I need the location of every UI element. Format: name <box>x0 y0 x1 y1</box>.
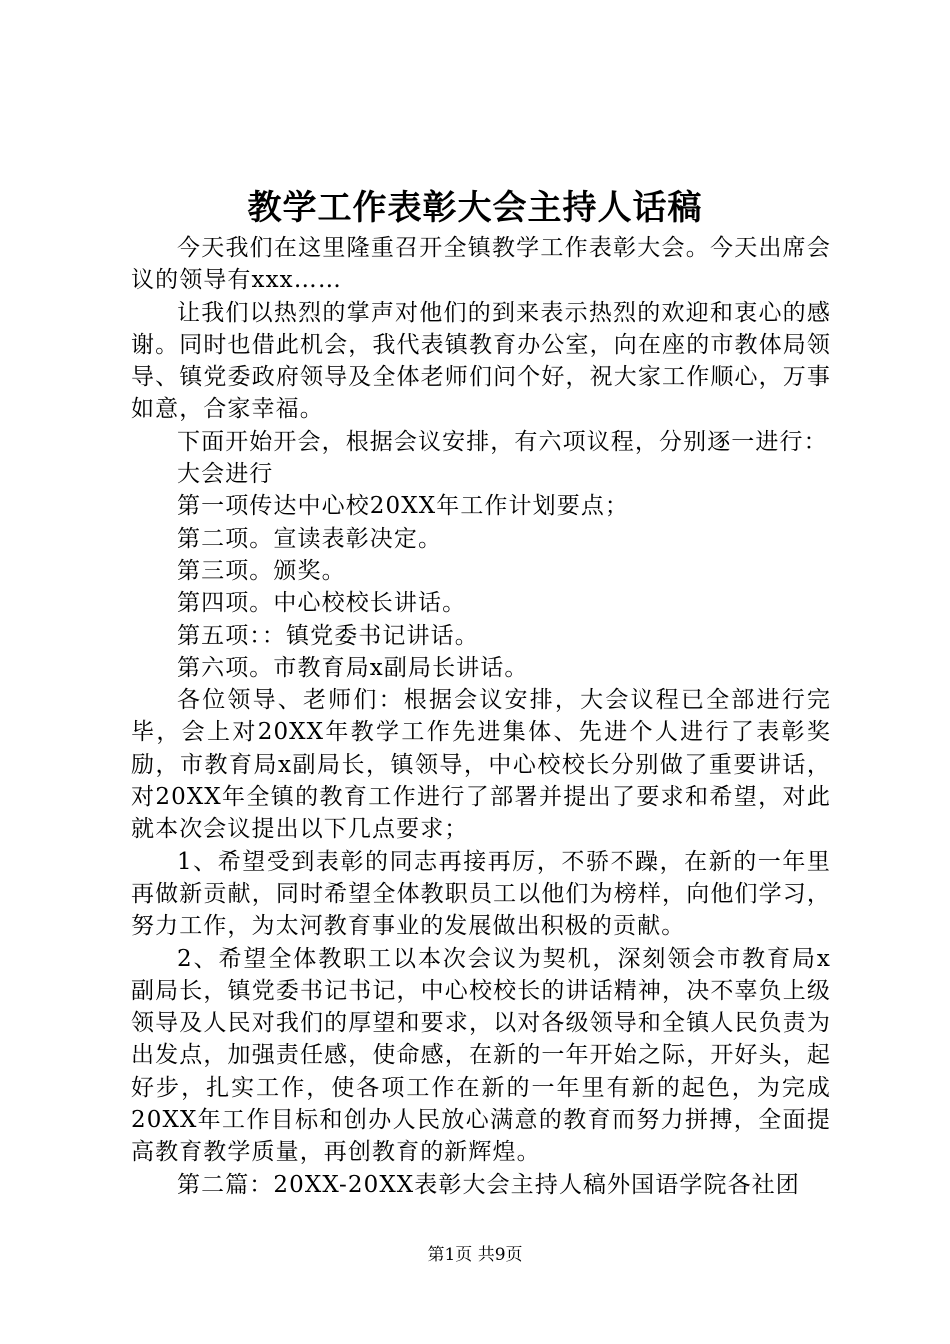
paragraph-opening: 今天我们在这里隆重召开全镇教学工作表彰大会。今天出席会议的领导有xxx…… <box>131 235 831 294</box>
paragraph-second-article: 第二篇：20XX-20XX表彰大会主持人稿外国语学院各社团 <box>177 1171 800 1198</box>
agenda-item-5: 第五项：：镇党委书记讲话。 <box>177 622 479 649</box>
page-number-footer: 第1页 共9页 <box>427 1245 523 1265</box>
paragraph-welcome: 让我们以热烈的掌声对他们的到来表示热烈的欢迎和衷心的感谢。同时也借此机会，我代表镇教育办公室，向在座的市教体局领导、镇党委政府领导及全体老师们问个好，祝大家工作顺心，万事如意，合家幸福。 <box>131 299 831 423</box>
agenda-heading: 大会进行 <box>177 461 274 488</box>
paragraph-requirement-2: 2、希望全体教职工以本次会议为契机，深刻领会市教育局x副局长，镇党委书记书记，中心校校长的讲话精神，决不辜负上级领导及人民对我们的厚望和要求，以对各级领导和全镇人民负责为出发点，加强责任感，使命感，在新的一年开始之际，开好头，起好步，扎实工作，使各项工作在新的一年里有新的起色，为完成20XX年工作目标和创办人民放心满意的教育而努力拼搏，全面提高教育教学质量，再创教育的新辉煌。 <box>131 945 831 1166</box>
agenda-item-3: 第三项。颁奖。 <box>177 557 346 584</box>
document-body <box>131 232 831 1201</box>
agenda-item-1: 第一项传达中心校20XX年工作计划要点； <box>177 493 630 520</box>
agenda-item-6: 第六项。市教育局x副局长讲话。 <box>177 654 529 681</box>
paragraph-requirement-1: 1、希望受到表彰的同志再接再厉，不骄不躁，在新的一年里再做新贡献，同时希望全体教职员工以他们为榜样，向他们学习，努力工作，为太河教育事业的发展做出积极的贡献。 <box>131 848 831 940</box>
paragraph-summary: 各位领导、老师们：根据会议安排，大会议程已全部进行完毕，会上对20XX年教学工作先进集体、先进个人进行了表彰奖励，市教育局x副局长，镇领导，中心校校长分别做了重要讲话，对20XX年全镇的教育工作进行了部署并提出了要求和希望，对此就本次会议提出以下几点要求； <box>131 687 831 843</box>
document-title: 教学工作表彰大会主持人话稿 <box>247 188 703 228</box>
paragraph-agenda-intro: 下面开始开会，根据会议安排，有六项议程，分别逐一进行： <box>177 428 828 455</box>
agenda-item-2: 第二项。宣读表彰决定。 <box>177 525 443 552</box>
agenda-item-4: 第四项。中心校校长讲话。 <box>177 590 467 617</box>
